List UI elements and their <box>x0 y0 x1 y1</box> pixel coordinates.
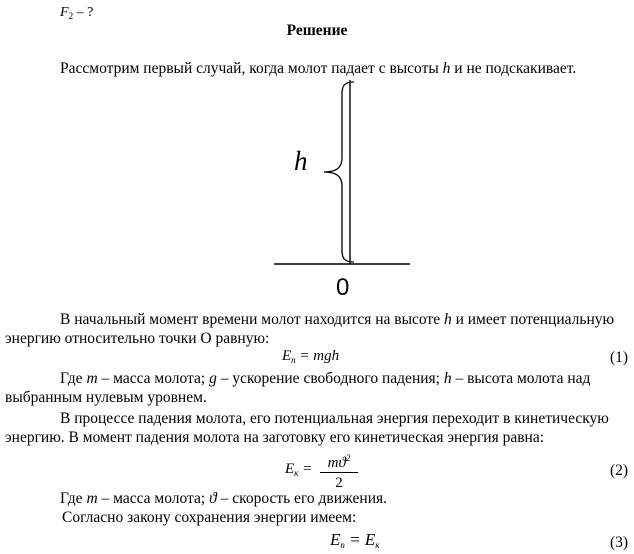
eq2-denominator: 2 <box>320 472 358 493</box>
eq2-equals: = <box>298 461 313 477</box>
paragraph-3-line-2: выбранным нулевым уровнем. <box>5 389 207 406</box>
p3-text-4: – высота молота над <box>451 370 591 387</box>
p3-var-g: g <box>209 370 217 387</box>
paragraph-1 <box>60 60 576 78</box>
p5-text-1: Где <box>60 490 87 507</box>
p5-var-m: m <box>86 490 98 507</box>
eq3-lhs: E <box>330 530 341 549</box>
p3-text-2: – масса молота; <box>97 370 210 387</box>
solution-heading: Решение <box>286 22 348 39</box>
height-label: h <box>294 146 308 176</box>
paragraph-2-line-1 <box>60 311 614 329</box>
p2-var-h: h <box>443 311 452 328</box>
paragraph-4-line-2: энергию. В момент падения молота на заготовку его кинетическая энергия равна: <box>5 429 545 446</box>
eq2-numerator <box>320 449 358 472</box>
p3-text-3: – ускорение свободного падения; <box>216 370 444 387</box>
equation-2-fraction <box>320 449 358 493</box>
given-subscript: 2 <box>68 11 74 21</box>
p5-text-3: – скорость его движения. <box>216 490 388 507</box>
eq2-num-text: mϑ <box>327 455 346 471</box>
equation-1 <box>282 348 339 365</box>
p3-text-1: Где <box>60 370 87 387</box>
p1-text-after: и не подскакивает. <box>450 60 577 77</box>
p2-text-before: В начальный момент времени молот находится на высоте <box>60 311 444 328</box>
equation-1-number: (1) <box>610 349 629 366</box>
p3-var-h: h <box>443 370 452 387</box>
p5-text-2: – масса молота; <box>97 490 210 507</box>
paragraph-6: Согласно закону сохранения энергии имеем: <box>62 509 357 526</box>
eq3-rhs: = E <box>344 530 376 549</box>
equation-3 <box>330 530 379 550</box>
height-diagram <box>270 78 420 303</box>
eq1-lhs-sub: п <box>291 355 296 365</box>
p1-var-h: h <box>442 60 451 77</box>
zero-label: 0 <box>336 274 350 301</box>
p5-var-v: ϑ <box>209 490 217 507</box>
paragraph-4-line-1: В процессе падения молота, его потенциальная энергия переходит в кинетическую <box>60 410 609 427</box>
eq2-lhs: E <box>285 461 295 477</box>
eq3-rhs-sub: к <box>375 540 380 550</box>
given-tail: – ? <box>73 5 94 20</box>
given-symbol: F <box>60 5 69 20</box>
p1-text-before: Рассмотрим первый случай, когда молот падает с высоты <box>60 60 443 77</box>
equation-3-number: (3) <box>610 534 629 551</box>
eq1-rhs: = mgh <box>295 348 340 364</box>
equation-2-lhs <box>285 461 312 478</box>
p3-var-m: m <box>86 370 98 387</box>
eq2-lhs-sub: к <box>294 468 299 478</box>
eq3-lhs-sub: п <box>340 540 345 550</box>
equation-2-number: (2) <box>610 462 629 479</box>
paragraph-2-line-2: энергию относительно точки О равную: <box>5 330 270 347</box>
eq1-lhs: E <box>282 348 292 364</box>
p2-text-after: и имеет потенциальную <box>451 311 615 328</box>
paragraph-5 <box>60 490 387 508</box>
paragraph-3-line-1 <box>60 370 590 388</box>
eq2-num-sup: 2 <box>345 453 351 463</box>
